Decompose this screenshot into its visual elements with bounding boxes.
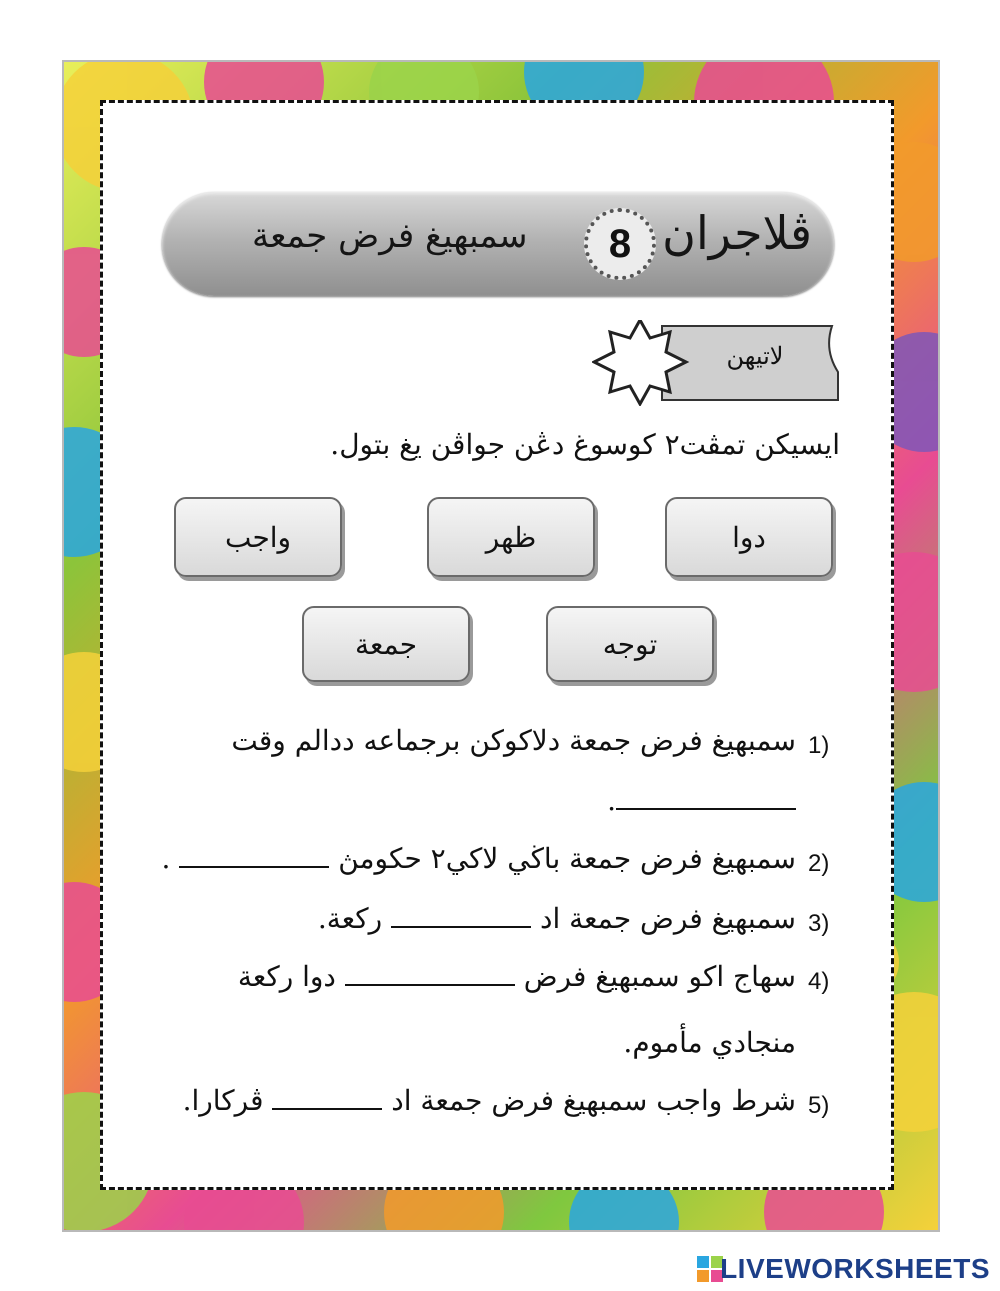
word-chip-4[interactable]: توجه bbox=[546, 606, 714, 682]
section-label: لاتيهن bbox=[726, 342, 784, 370]
answer-blank-3[interactable] bbox=[391, 920, 531, 928]
answer-blank-4[interactable] bbox=[345, 978, 515, 986]
answer-blank-1[interactable] bbox=[616, 802, 796, 810]
word-chip-2[interactable]: ظهر bbox=[427, 497, 595, 577]
word-chip-3[interactable]: واجب bbox=[174, 497, 342, 577]
answer-blank-2[interactable] bbox=[179, 860, 329, 868]
question-4-number: 4) bbox=[808, 968, 830, 995]
lesson-topic: سمبهيغ فرض جمعة bbox=[252, 216, 528, 256]
question-2-text: سمبهيغ فرض جمعة باڬي لاكي٢ حكومڽ . bbox=[161, 842, 796, 875]
word-chip-1[interactable]: دوا bbox=[665, 497, 833, 577]
answer-blank-5[interactable] bbox=[272, 1102, 382, 1110]
question-3-number: 3) bbox=[808, 910, 830, 937]
question-2-number: 2) bbox=[808, 850, 830, 877]
question-5-text: شرط واجب سمبهيغ فرض جمعة اد ڤركارا. bbox=[182, 1084, 796, 1117]
question-4-text: سهاج اكو سمبهيغ فرض دوا ركعة bbox=[237, 960, 796, 993]
title-banner bbox=[162, 192, 834, 296]
question-1-text: سمبهيغ فرض جمعة دلاكوكن برجماعه ددالم وقت bbox=[231, 724, 796, 757]
lesson-title: ڤلاجران bbox=[662, 206, 812, 260]
question-1-number: 1) bbox=[808, 732, 830, 759]
question-5-number: 5) bbox=[808, 1092, 830, 1119]
question-4-line2: منجادي مأموم. bbox=[623, 1026, 796, 1059]
instruction-text: ايسيكن تمڤت٢ كوسوغ دڠن جواڤن يغ بتول. bbox=[330, 428, 840, 461]
question-3-text: سمبهيغ فرض جمعة اد ركعة. bbox=[317, 902, 796, 935]
word-chip-5[interactable]: جمعة bbox=[302, 606, 470, 682]
liveworksheets-brand: LIVEWORKSHEETS bbox=[720, 1253, 990, 1284]
question-1-line2: . bbox=[607, 784, 796, 817]
lesson-number: 8 bbox=[584, 208, 656, 280]
